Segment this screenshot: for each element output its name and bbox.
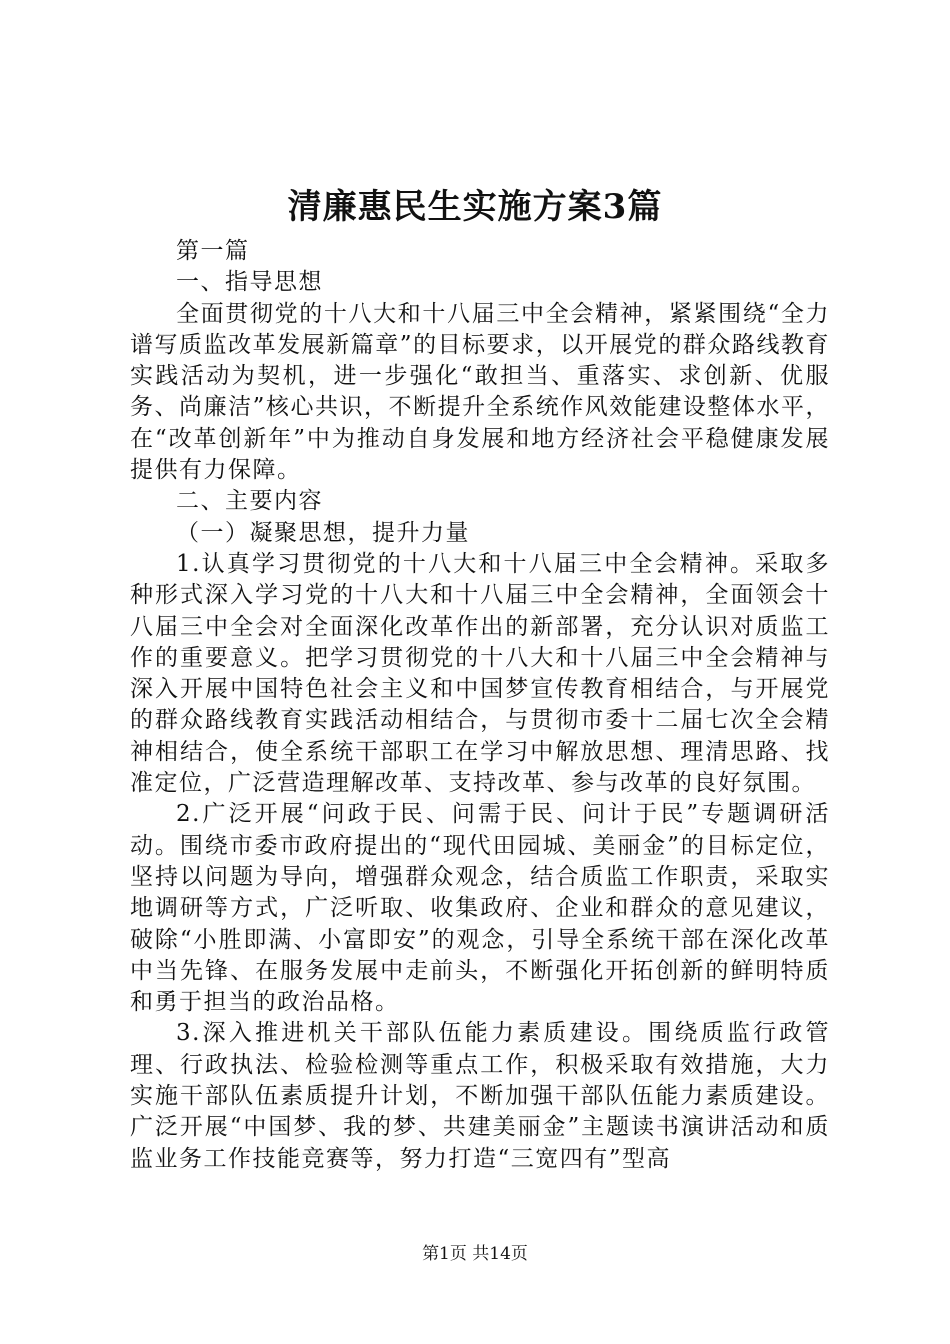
body-paragraph: 2.广泛开展“问政于民、问需于民、问计于民”专题调研活动。围绕市委市政府提出的“现代田园城、美丽金”的目标定位，坚持以问题为导向，增强群众观念，结合质监工作职责，采取实地调研等方式，广泛听取、收集政府、企业和群众的意见建议，破除“小胜即满、小富即安”的观念，引导全系统干部在深化改革中当先锋、在服务发展中走前头，不断强化开拓创新的鲜明特质和勇于担当的政治品格。: [130, 801, 830, 1016]
page-footer: [0, 1242, 950, 1266]
body-paragraph: 3.深入推进机关干部队伍能力素质建设。围绕质监行政管理、行政执法、检验检测等重点工作，积极采取有效措施，大力实施干部队伍素质提升计划，不断加强干部队伍能力素质建设。广泛开展“中国梦、我的梦、共建美丽金”主题读书演讲活动和质监业务工作技能竞赛等，努力打造“三宽四有”型高: [130, 1020, 830, 1172]
section-label: 第一篇: [176, 238, 250, 264]
section-heading: 二、主要内容: [176, 488, 323, 515]
section-heading: 一、指导思想: [176, 269, 323, 296]
subsection-heading: （一）凝聚思想，提升力量: [176, 519, 470, 546]
page-indicator: 第1页 共14页: [422, 1244, 528, 1264]
body-paragraph: 全面贯彻党的十八大和十八届三中全会精神，紧紧围绕“全力谱写质监改革发展新篇章”的目标要求，以开展党的群众路线教育实践活动为契机，进一步强化“敢担当、重落实、求创新、优服务、尚廉洁”核心共识，不断提升全系统作风效能建设整体水平，在“改革创新年”中为推动自身发展和地方经济社会平稳健康发展提供有力保障。: [130, 300, 830, 484]
document-title: 清廉惠民生实施方案3篇: [287, 187, 663, 227]
document-body: [130, 236, 830, 1175]
body-paragraph: 1.认真学习贯彻党的十八大和十八届三中全会精神。采取多种形式深入学习党的十八大和十八届三中全会精神，全面领会十八届三中全会对全面深化改革作出的新部署，充分认识对质监工作的重要意义。把学习贯彻党的十八大和十八届三中全会精神与深入开展中国特色社会主义和中国梦宣传教育相结合，与开展党的群众路线教育实践活动相结合，与贯彻市委十二届七次全会精神相结合，使全系统干部职工在学习中解放思想、理清思路、找准定位，广泛营造理解改革、支持改革、参与改革的良好氛围。: [130, 550, 830, 797]
